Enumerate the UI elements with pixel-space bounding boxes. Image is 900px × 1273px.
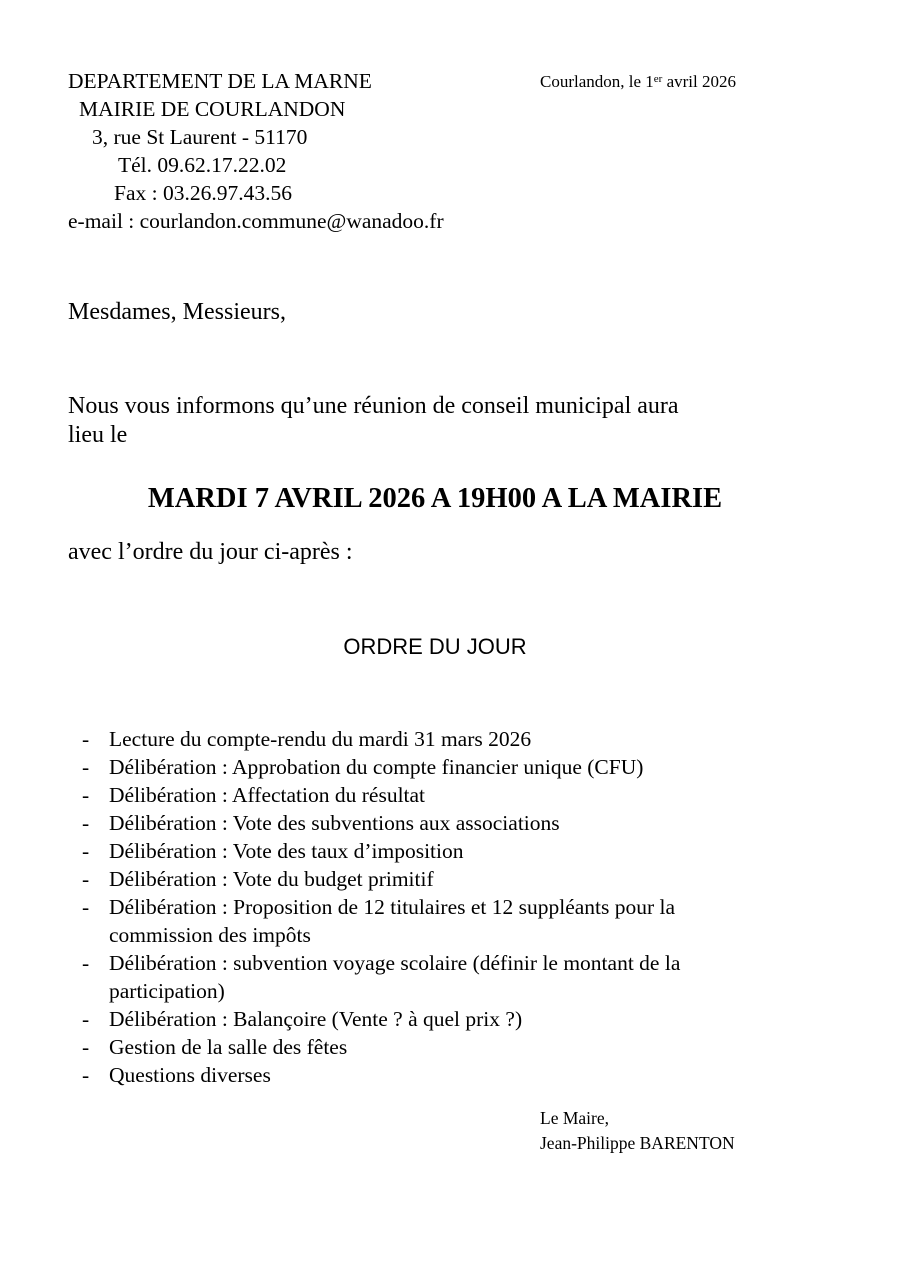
agenda-item bbox=[80, 781, 800, 809]
bullet-dash: - bbox=[82, 1035, 90, 1059]
mairie-name: MAIRIE DE COURLANDON bbox=[79, 97, 346, 121]
agenda-item-text: Questions diverses bbox=[109, 1063, 271, 1087]
agenda-item-text: Délibération : subvention voyage scolaire (définir le montant de la participation) bbox=[109, 951, 681, 1003]
agenda-item-text: Délibération : Approbation du compte financier unique (CFU) bbox=[109, 755, 644, 779]
bullet-dash: - bbox=[82, 755, 90, 779]
bullet-dash: - bbox=[82, 1007, 90, 1031]
agenda-item-text: Gestion de la salle des fêtes bbox=[109, 1035, 348, 1059]
agenda-item-text: Délibération : Vote du budget primitif bbox=[109, 867, 434, 891]
agenda-item-text: Délibération : Vote des subventions aux associations bbox=[109, 811, 560, 835]
meeting-date-headline: MARDI 7 AVRIL 2026 A 19H00 A LA MAIRIE bbox=[147, 483, 723, 514]
agenda-item bbox=[80, 865, 800, 893]
bullet-dash: - bbox=[82, 951, 90, 975]
mairie-email: e-mail : courlandon.commune@wanadoo.fr bbox=[68, 209, 444, 233]
agenda-item-text: Délibération : Balançoire (Vente ? à quel prix ?) bbox=[109, 1007, 523, 1031]
bullet-dash: - bbox=[82, 727, 90, 751]
date-superscript: er bbox=[653, 73, 663, 85]
agenda-item bbox=[80, 725, 800, 753]
agenda-item bbox=[80, 837, 800, 865]
bullet-dash: - bbox=[82, 811, 90, 835]
agenda-item bbox=[80, 753, 800, 781]
intro-line-2: lieu le bbox=[68, 422, 128, 448]
bullet-dash: - bbox=[82, 867, 90, 891]
intro-line-1: Nous vous informons qu’une réunion de conseil municipal aura bbox=[68, 393, 679, 419]
agenda-title: ORDRE DU JOUR bbox=[343, 634, 527, 659]
bullet-dash: - bbox=[82, 895, 90, 919]
agenda-item bbox=[80, 1061, 800, 1089]
agenda-item-text: Délibération : Affectation du résultat bbox=[109, 783, 426, 807]
signature-name: Jean-Philippe BARENTON bbox=[540, 1133, 735, 1153]
agenda-item bbox=[80, 809, 800, 837]
date-prefix: Courlandon, le 1 bbox=[540, 72, 654, 91]
agenda-item bbox=[80, 1005, 800, 1033]
bullet-dash: - bbox=[82, 783, 90, 807]
signature-title: Le Maire, bbox=[540, 1108, 609, 1128]
agenda-item bbox=[80, 949, 789, 1005]
agenda-item-text: Lecture du compte-rendu du mardi 31 mars 2026 bbox=[109, 727, 532, 751]
agenda-item bbox=[80, 1033, 800, 1061]
date-suffix: avril 2026 bbox=[662, 72, 736, 91]
mairie-fax: Fax : 03.26.97.43.56 bbox=[114, 181, 292, 205]
agenda-item bbox=[80, 893, 749, 949]
bullet-dash: - bbox=[82, 839, 90, 863]
mairie-address: 3, rue St Laurent - 51170 bbox=[92, 125, 308, 149]
salutation: Mesdames, Messieurs, bbox=[68, 299, 286, 325]
agenda-list bbox=[80, 725, 800, 1089]
mairie-phone: Tél. 09.62.17.22.02 bbox=[118, 153, 287, 177]
bullet-dash: - bbox=[82, 1063, 90, 1087]
department-name: DEPARTEMENT DE LA MARNE bbox=[68, 69, 372, 93]
agenda-item-text: Délibération : Proposition de 12 titulaires et 12 suppléants pour la commission des impôts bbox=[109, 895, 676, 947]
letter-date bbox=[540, 72, 736, 92]
agenda-intro: avec l’ordre du jour ci-après : bbox=[68, 539, 353, 565]
agenda-item-text: Délibération : Vote des taux d’imposition bbox=[109, 839, 464, 863]
